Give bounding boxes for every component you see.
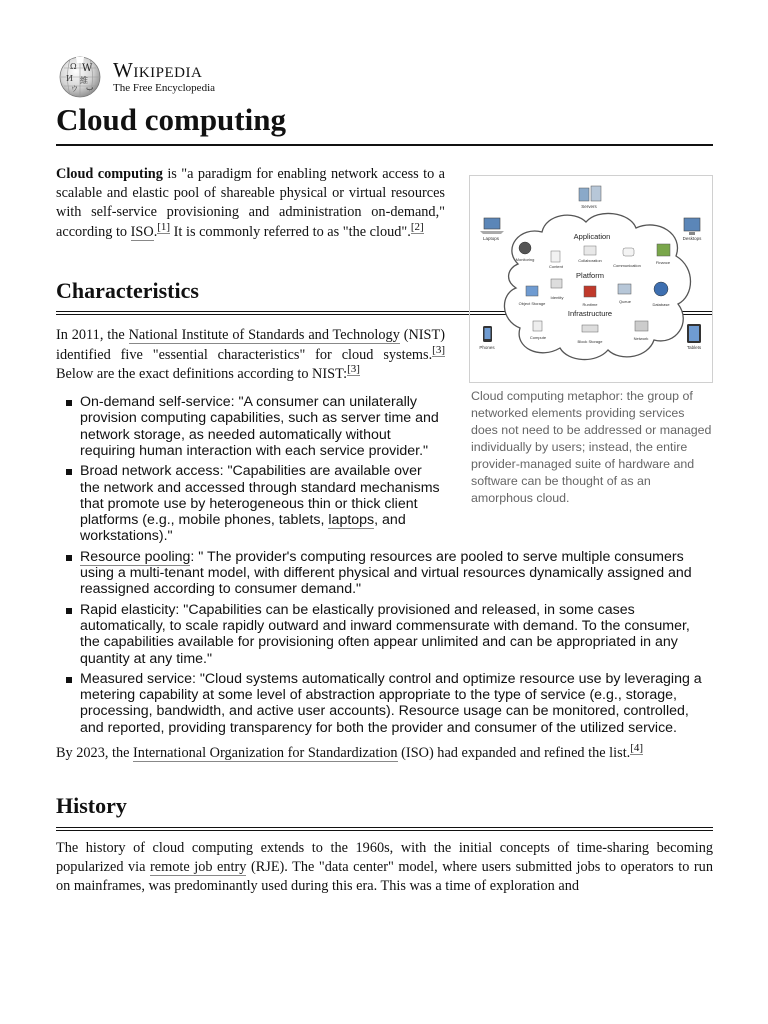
iso-paragraph bbox=[56, 744, 713, 763]
page-title: Cloud computing bbox=[56, 102, 713, 146]
diagram-label: Communication bbox=[613, 262, 641, 268]
tagline: The Free Encyclopedia bbox=[113, 82, 216, 94]
resource-pooling-link[interactable]: Resource pooling bbox=[80, 548, 191, 565]
globe-glyph: ウ bbox=[71, 85, 78, 93]
ref-4-link[interactable]: [4] bbox=[630, 742, 644, 755]
diagram-label: Compute bbox=[529, 334, 547, 340]
wikipedia-globe-logo[interactable] bbox=[56, 54, 104, 98]
body-text: (ISO) had expanded and refined the list. bbox=[397, 745, 631, 762]
block-storage-icon bbox=[582, 325, 598, 332]
queue-icon bbox=[618, 284, 631, 294]
servers-icon bbox=[579, 186, 601, 201]
site-branding[interactable] bbox=[56, 54, 713, 98]
diagram-label: Servers bbox=[581, 203, 597, 209]
identity-icon bbox=[551, 279, 562, 288]
diagram-label: Desktops bbox=[682, 235, 702, 241]
diagram-label: Laptops bbox=[482, 235, 500, 241]
list-item: Rapid elasticity: "Capabilities can be elastically provisioned and released, in some cases automatically, to scale rapidly outward and inward commensurate with demand. To the consumer, the capabilities available for provisioning often appear unlimited and can be appropriated in any quantity at any time." bbox=[80, 602, 713, 667]
globe-glyph: Ω bbox=[70, 62, 77, 71]
communication-icon bbox=[623, 248, 634, 256]
ref-2-link[interactable]: [2] bbox=[410, 220, 424, 233]
list-item: On-demand self-service: "A consumer can unilaterally provision computing capabilities, such as server time and network storage, as needed automatically without requiring human interaction with each service provider." bbox=[80, 394, 713, 459]
history-paragraph bbox=[56, 839, 713, 897]
wikipedia-wordmark: Wikipedia bbox=[113, 58, 203, 82]
diagram-label: Monitoring bbox=[515, 256, 535, 262]
layer-label: Infrastructure bbox=[567, 308, 613, 318]
figure-frame[interactable] bbox=[469, 175, 713, 383]
diagram-label: Content bbox=[548, 263, 564, 269]
diagram-label: Queue bbox=[618, 298, 632, 304]
remote-job-entry-link[interactable]: remote job entry bbox=[150, 859, 247, 876]
cloud-computing-diagram[interactable] bbox=[470, 176, 712, 382]
compute-icon bbox=[533, 321, 542, 331]
list-item bbox=[80, 549, 713, 598]
body-text: By 2023, the bbox=[56, 745, 134, 762]
iso-link[interactable]: ISO bbox=[130, 223, 154, 240]
globe-glyph: ب bbox=[86, 83, 94, 92]
characteristics-list bbox=[56, 394, 713, 736]
runtime-icon bbox=[584, 286, 596, 297]
list-item bbox=[80, 463, 713, 544]
body-text: The history of cloud computing extends to the 1960s, with the initial concepts of time-sharing becoming popularized via bbox=[56, 839, 713, 876]
ref-3-link[interactable]: [3] bbox=[432, 343, 445, 356]
item-text: , and workstations)." bbox=[80, 512, 406, 545]
body-text: (RJE). The "data center" model, where users submitted jobs to operators to run on mainframes, was predominantly used during this era. This was a time of exploration and bbox=[56, 859, 713, 895]
body-text: In 2011, the bbox=[56, 327, 129, 344]
diagram-label: Network bbox=[633, 335, 649, 341]
content-icon bbox=[551, 251, 560, 262]
finance-icon bbox=[657, 244, 670, 256]
term-bold: Cloud computing bbox=[56, 165, 163, 182]
intro-section bbox=[56, 165, 713, 897]
history-heading: History bbox=[56, 793, 713, 830]
diagram-label: Finance bbox=[655, 259, 671, 265]
characteristics-heading: Characteristics bbox=[56, 278, 713, 315]
diagram-label: Identity bbox=[550, 294, 564, 300]
laptops-link[interactable]: laptops bbox=[328, 512, 375, 529]
laptop-icon bbox=[480, 218, 504, 234]
collaboration-icon bbox=[584, 246, 596, 255]
item-text: : " The provider's computing resources are pooled to serve multiple consumers using a multi-tenant model, with different physical and virtual resources dynamically assigned and reassigned according to consumer demand." bbox=[80, 548, 692, 598]
intro-text: It is commonly referred to as "the cloud". bbox=[170, 223, 411, 240]
body-text: (NIST) identified five "essential characteristics" for cloud systems. bbox=[56, 327, 445, 363]
intro-text: . bbox=[153, 223, 158, 240]
list-item: Measured service: "Cloud systems automatically control and optimize resource use by leveraging a metering capability at some level of abstraction appropriate to the type of service (e.g., storage, processing, bandwidth, and active user accounts). Resource usage can be monitored, controlled, and reported, providing transparency for both the provider and consumer of the utilized service. bbox=[80, 671, 713, 736]
diagram-label: Object Storage bbox=[518, 300, 546, 306]
diagram-label: Database bbox=[652, 301, 670, 307]
diagram-label: Runtime bbox=[582, 301, 598, 307]
layer-label: Application bbox=[573, 231, 611, 241]
globe-glyph: И bbox=[66, 74, 73, 83]
network-icon bbox=[635, 321, 648, 331]
diagram-label: Block Storage bbox=[577, 338, 603, 344]
globe-glyph: W bbox=[82, 63, 93, 74]
figure-caption: Cloud computing metaphor: the group of networked elements providing services does not need to be addressed or managed individually by users; instead, the entire provider-managed suite of hardware and software can be thought of as an amorphous cloud. bbox=[471, 388, 712, 505]
article-page bbox=[56, 54, 713, 897]
diagram-label: Phones bbox=[479, 344, 495, 350]
intro-text: is "a paradigm for enabling network access to a scalable and elastic pool of shareable physical or virtual resources with self-service provisioning and administration on-demand," according to bbox=[56, 165, 446, 240]
globe-glyph: 維 bbox=[80, 76, 88, 85]
ref-3-link[interactable]: [3] bbox=[347, 363, 360, 376]
tablet-icon bbox=[687, 324, 701, 343]
monitoring-icon bbox=[519, 242, 531, 254]
object-storage-icon bbox=[526, 286, 538, 296]
layer-label: Platform bbox=[576, 270, 604, 280]
body-text: Below are the exact definitions according to NIST: bbox=[56, 365, 348, 382]
diagram-label: Collaboration bbox=[578, 257, 602, 263]
database-icon bbox=[654, 282, 668, 296]
item-text: Broad network access: "Capabilities are available over the network and accessed through standard mechanisms that promote use by heterogeneous thin or thick client platforms (e.g., mobile phones, tablets, bbox=[80, 463, 440, 529]
ref-1-link[interactable]: [1] bbox=[157, 220, 171, 233]
brand-text bbox=[113, 58, 215, 94]
nist-link[interactable]: National Institute of Standards and Technology bbox=[128, 327, 400, 344]
desktop-icon bbox=[684, 218, 700, 235]
diagram-label: Tablets bbox=[686, 344, 702, 350]
phone-icon bbox=[483, 326, 492, 342]
iso-org-link[interactable]: International Organization for Standardization bbox=[133, 745, 398, 762]
